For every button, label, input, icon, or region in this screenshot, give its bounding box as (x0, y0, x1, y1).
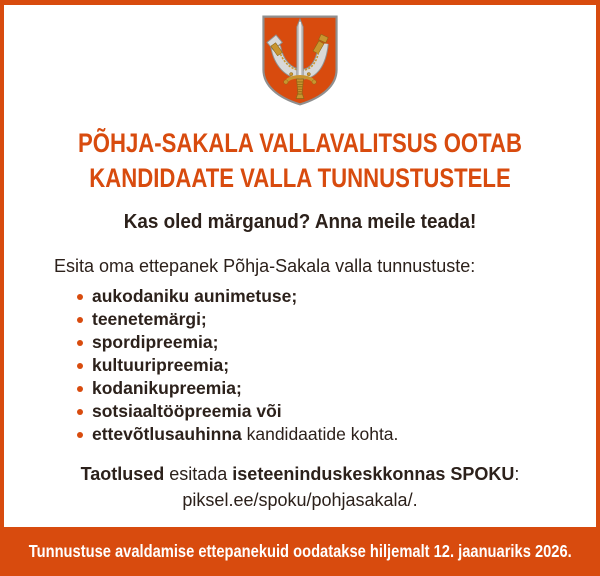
list-item-suffix: kandidaatide kohta. (241, 424, 399, 444)
subheading: Kas oled märganud? Anna meile teada! (123, 210, 477, 233)
page-title (57, 126, 542, 196)
application-instruction-part: esitada (164, 464, 233, 484)
emblem-container (4, 14, 596, 107)
list-item-label: aukodaniku aunimetuse; (92, 286, 298, 306)
list-item (92, 331, 596, 354)
list-item (92, 354, 596, 377)
bullet-icon (77, 386, 83, 392)
bullet-icon (77, 432, 83, 438)
bullet-icon (77, 363, 83, 369)
deadline-text: Tunnustuse avaldamise ettepanekuid oodatakse hiljemalt 12. jaanuariks 2026. (28, 541, 572, 561)
municipality-crest-icon (261, 14, 339, 107)
list-item (92, 285, 596, 308)
list-item-label: teenetemärgi; (92, 309, 207, 329)
intro-text: Esita oma ettepanek Põhja-Sakala valla tunnustuste: (54, 256, 476, 276)
list-item-label: spordipreemia; (92, 332, 219, 352)
bullet-icon (77, 409, 83, 415)
application-instruction-part: iseteeninduskeskkonnas SPOKU (232, 464, 515, 484)
list-item-label: sotsiaaltööpreemia või (92, 401, 282, 421)
deadline-banner (0, 527, 600, 576)
application-instruction (4, 461, 596, 487)
application-instruction-part: Taotlused (80, 464, 165, 484)
list-item (92, 423, 596, 446)
list-item (92, 377, 596, 400)
list-item-label: ettevõtlusauhinna (92, 424, 242, 444)
list-item (92, 308, 596, 331)
bullet-icon (77, 294, 83, 300)
application-url: piksel.ee/spoku/pohjasakala/. (182, 490, 418, 510)
list-item-label: kultuuripreemia; (92, 355, 230, 375)
page-title-line1: PÕHJA-SAKALA VALLAVALITSUS OOTAB (77, 128, 523, 158)
list-item-label: kodanikupreemia; (92, 378, 242, 398)
bullet-icon (77, 317, 83, 323)
application-info (4, 461, 596, 513)
bullet-icon (77, 340, 83, 346)
list-item (92, 400, 596, 423)
page-title-line2: KANDIDAATE VALLA TUNNUSTUSTELE (89, 163, 511, 193)
application-instruction-part: : (514, 464, 520, 484)
recognition-list (4, 285, 596, 446)
